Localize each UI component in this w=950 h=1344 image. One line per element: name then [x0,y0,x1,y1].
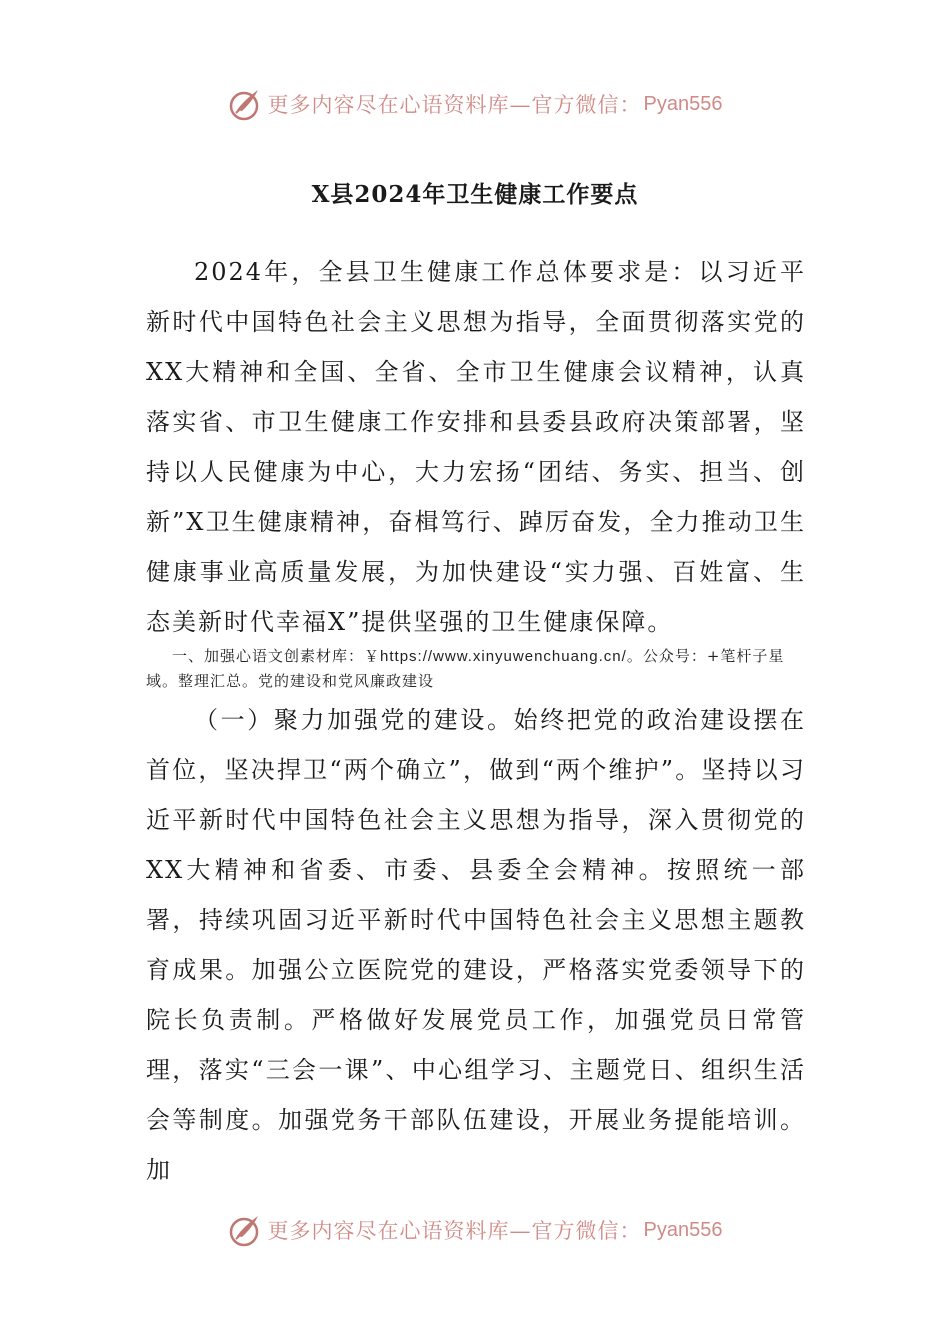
document-title: X县2024年卫生健康工作要点 [311,181,639,208]
note-prefix: 一、加强心语文创素材库：￥ [172,647,381,665]
body-paragraph-1: 2024年，全县卫生健康工作总体要求是：以习近平新时代中国特色社会主义思想为指导，全面贯彻落实党的XX大精神和全国、全省、全市卫生健康会议精神，认真落实省、市卫生健康工作安排和县委县政府决策部署，坚持以人民健康为中心，大力宏扬“团结、务实、担当、创新”X卫生健康精神，奋楫笃行、踔厉奋发，全力推动卫生健康事业高质量发展，为加快建设“实力强、百姓富、生态美新时代幸福X”提供坚强的卫生健康保障。 [146,258,806,636]
watermark-banner-top [0,84,950,124]
watermark-id: Pyan556 [643,92,723,115]
note-url: https://www.xinyuwenchuang.cn/ [380,648,627,665]
section-heading-note [146,644,806,693]
watermark-banner-bottom [0,1210,950,1250]
watermark-id: Pyan556 [643,1218,723,1241]
body-paragraph-2: （一）聚力加强党的建设。始终把党的政治建设摆在首位，坚决捍卫“两个确立”，做到“两个维护”。坚持以习近平新时代中国特色社会主义思想为指导，深入贯彻党的XX大精神和省委、市委、县委全会精神。按照统一部署，持续巩固习近平新时代中国特色社会主义思想主题教育成果。加强公立医院党的建设，严格落实党委领导下的院长负责制。严格做好发展党员工作，加强党员日常管理，落实“三会一课”、中心组学习、主题党日、组织生活会等制度。加强党务干部队伍建设，开展业务提能培训。加 [146,706,806,1184]
note-suffix: 。公众号：+笔杆子星域。整理汇总。党的建设和党风廉政建设 [146,647,785,690]
quill-logo-icon [228,86,264,122]
watermark-text: 更多内容尽在心语资料库—官方微信： [267,93,642,117]
watermark-text: 更多内容尽在心语资料库—官方微信： [267,1219,642,1243]
quill-logo-icon [228,1212,264,1248]
